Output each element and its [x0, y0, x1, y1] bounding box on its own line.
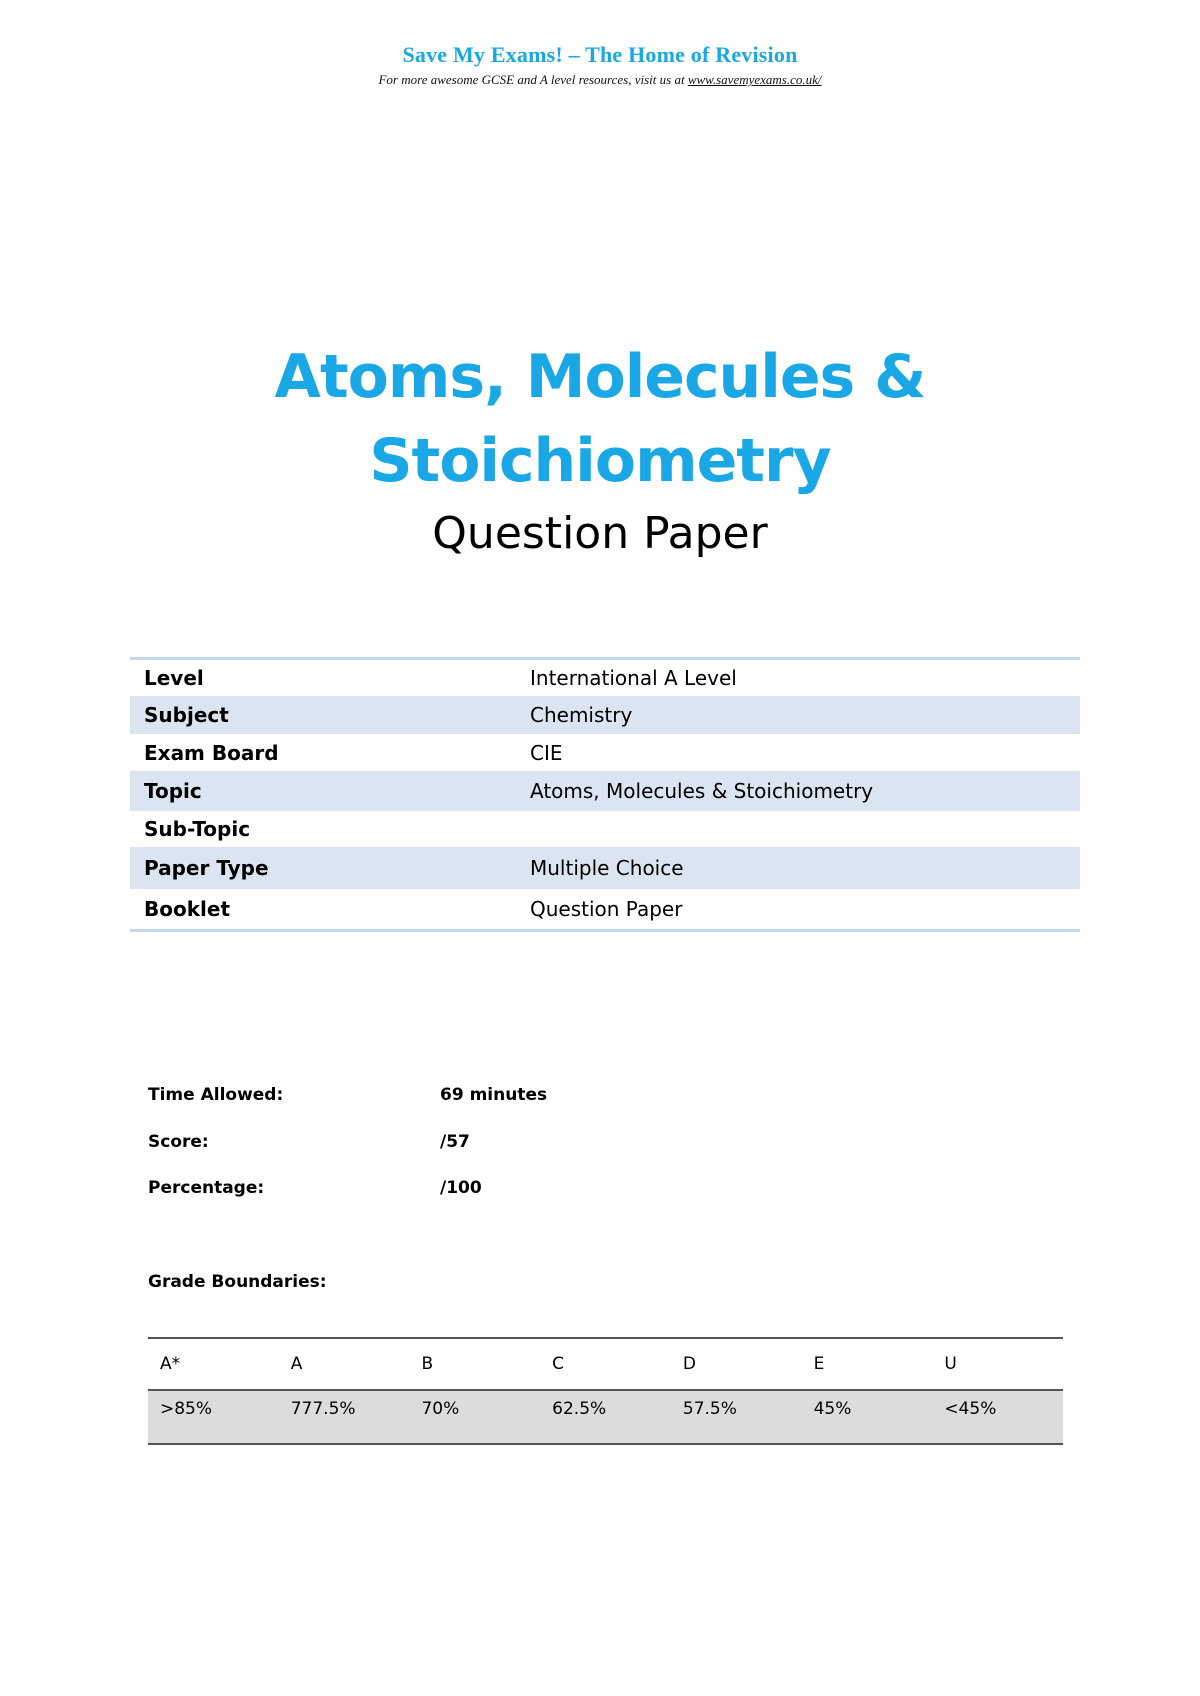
grade-value-cell: 777.5%	[290, 1399, 356, 1419]
info-key: Paper Type	[144, 856, 269, 880]
info-row-level	[130, 660, 1080, 696]
info-row-exam-board	[130, 734, 1080, 771]
grade-header-cell: U	[944, 1354, 957, 1374]
info-key: Topic	[144, 779, 202, 803]
header-title: Save My Exams! – The Home of Revision	[402, 42, 798, 67]
info-value: Multiple Choice	[530, 856, 684, 880]
time-allowed-value: 69 minutes	[440, 1085, 548, 1105]
grade-value-cell: 45%	[813, 1399, 852, 1419]
percentage-label: Percentage:	[148, 1178, 265, 1198]
document-title-line2: Stoichiometry	[369, 426, 831, 496]
grade-header-cell: D	[682, 1354, 696, 1374]
grade-header-row	[148, 1339, 1063, 1391]
info-value: CIE	[530, 740, 563, 765]
grade-values-row	[148, 1391, 1063, 1443]
grade-value-cell: <45%	[944, 1399, 997, 1419]
grade-header-cell: A	[290, 1354, 303, 1374]
time-allowed-label: Time Allowed:	[148, 1085, 284, 1105]
info-row-booklet	[130, 889, 1080, 929]
info-key: Subject	[144, 703, 229, 727]
grade-boundaries-table	[148, 1337, 1063, 1445]
info-value: Chemistry	[530, 703, 633, 727]
grade-value-cell: >85%	[160, 1399, 213, 1419]
grade-value-cell: 70%	[421, 1399, 460, 1419]
page-header	[0, 42, 1200, 88]
info-value: International A Level	[530, 666, 737, 690]
document-title	[0, 335, 1200, 503]
grade-header-cell: A*	[160, 1354, 181, 1374]
info-value: Atoms, Molecules & Stoichiometry	[530, 779, 874, 803]
info-row-paper-type	[130, 847, 1080, 889]
website-link[interactable]: www.savemyexams.co.uk/	[687, 72, 822, 87]
document-title-line1: Atoms, Molecules &	[274, 342, 926, 412]
score-label: Score:	[148, 1132, 209, 1152]
grade-header-cell: C	[552, 1354, 565, 1374]
info-row-topic	[130, 771, 1080, 811]
grade-header-cell: E	[813, 1354, 825, 1374]
info-row-sub-topic	[130, 811, 1080, 847]
grade-value-cell: 57.5%	[682, 1399, 737, 1419]
info-key: Level	[144, 666, 204, 690]
document-subtitle: Question Paper	[432, 508, 768, 559]
info-value: Question Paper	[530, 897, 683, 921]
grade-value-cell: 62.5%	[552, 1399, 607, 1419]
grade-boundaries-label: Grade Boundaries:	[148, 1272, 327, 1292]
score-value: /57	[440, 1132, 470, 1152]
info-key: Booklet	[144, 897, 231, 921]
info-key: Sub-Topic	[144, 817, 251, 841]
percentage-value: /100	[440, 1178, 482, 1198]
header-subtitle-text: For more awesome GCSE and A level resources, visit us at	[378, 72, 688, 87]
info-key: Exam Board	[144, 740, 279, 765]
grade-header-cell: B	[421, 1354, 434, 1374]
info-table	[130, 657, 1080, 932]
info-row-subject	[130, 696, 1080, 734]
header-subtitle	[0, 72, 1200, 88]
